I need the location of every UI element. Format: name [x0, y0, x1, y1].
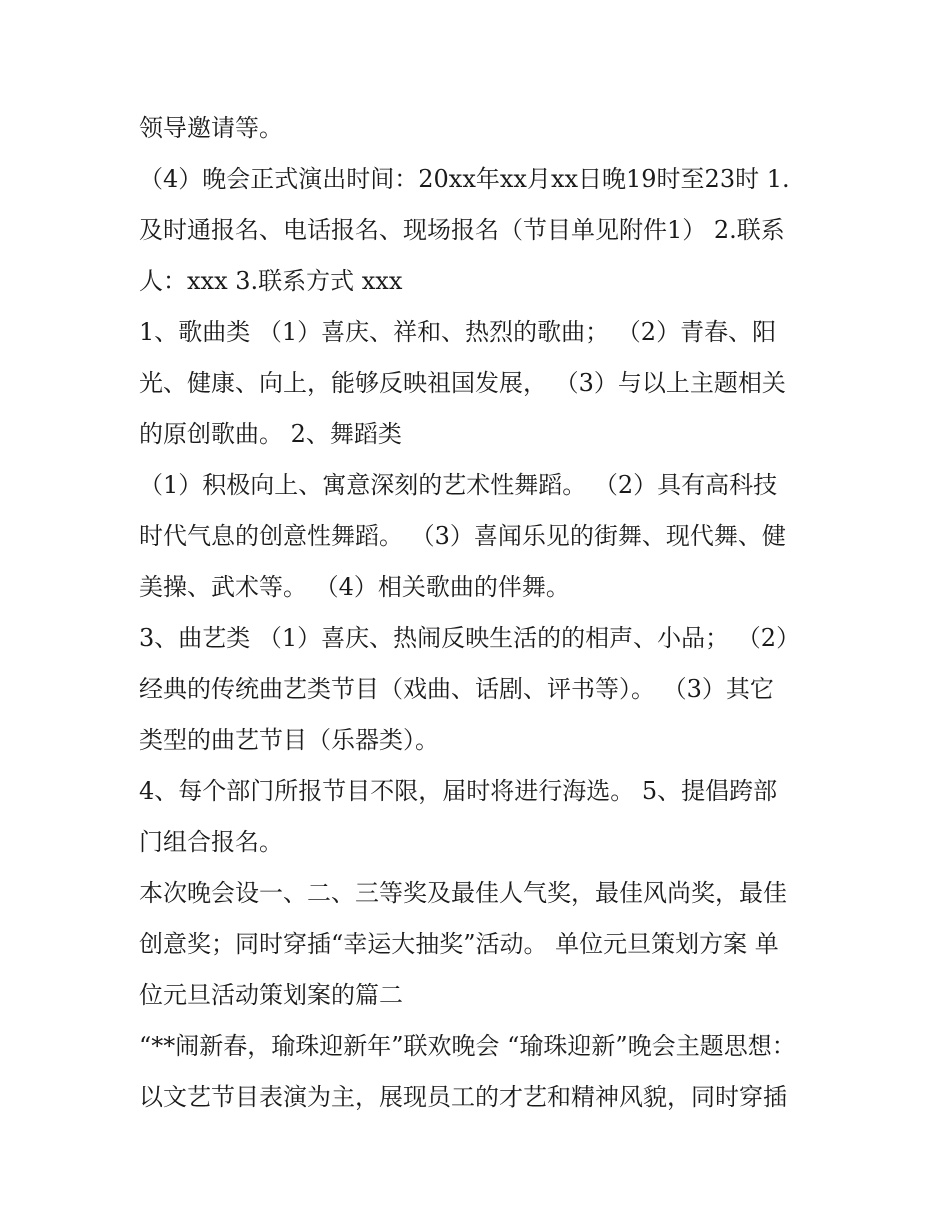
text-line: 创意奖；同时穿插“幸运大抽奖”活动。 单位元旦策划方案 单 [139, 930, 779, 958]
text-line: 光、健康、向上，能够反映祖国发展， （3）与以上主题相关 [139, 369, 786, 397]
text-line: 1、歌曲类 （1）喜庆、祥和、热烈的歌曲； （2）青春、阳 [139, 318, 777, 346]
text-line: 3、曲艺类 （1）喜庆、热闹反映生活的的相声、小品； （2） [139, 624, 801, 652]
text-line: 领导邀请等。 [139, 114, 283, 142]
text-line: 门组合报名。 [139, 828, 283, 856]
text-line: （4）晚会正式演出时间：20xx年xx月xx日晚19时至23时 1. [139, 165, 790, 193]
text-line: “**闹新春，瑜珠迎新年”联欢晚会 “瑜珠迎新”晚会主题思想： [139, 1032, 796, 1060]
text-line: 时代气息的创意性舞蹈。 （3）喜闻乐见的街舞、现代舞、健 [139, 522, 786, 550]
text-line: 及时通报名、电话报名、现场报名（节目单见附件1） 2.联系 [139, 216, 785, 244]
text-line: 美操、武术等。 （4）相关歌曲的伴舞。 [139, 573, 570, 601]
text-line: 4、每个部门所报节目不限，届时将进行海选。 5、提倡跨部 [139, 777, 778, 805]
document-body [139, 103, 819, 1123]
text-line: 的原创歌曲。 2、舞蹈类 [139, 420, 402, 448]
text-line: 经典的传统曲艺类节目（戏曲、话剧、评书等）。 （3）其它 [139, 675, 774, 703]
text-line: 位元旦活动策划案的篇二 [139, 981, 403, 1009]
text-line: 本次晚会设一、二、三等奖及最佳人气奖，最佳风尚奖，最佳 [139, 879, 787, 907]
text-line: 以文艺节目表演为主，展现员工的才艺和精神风貌，同时穿插 [139, 1083, 787, 1111]
text-line: （1）积极向上、寓意深刻的艺术性舞蹈。 （2）具有高科技 [139, 471, 778, 499]
text-line: 类型的曲艺节目（乐器类）。 [139, 726, 439, 754]
text-line: 人：xxx 3.联系方式 xxx [139, 267, 403, 295]
